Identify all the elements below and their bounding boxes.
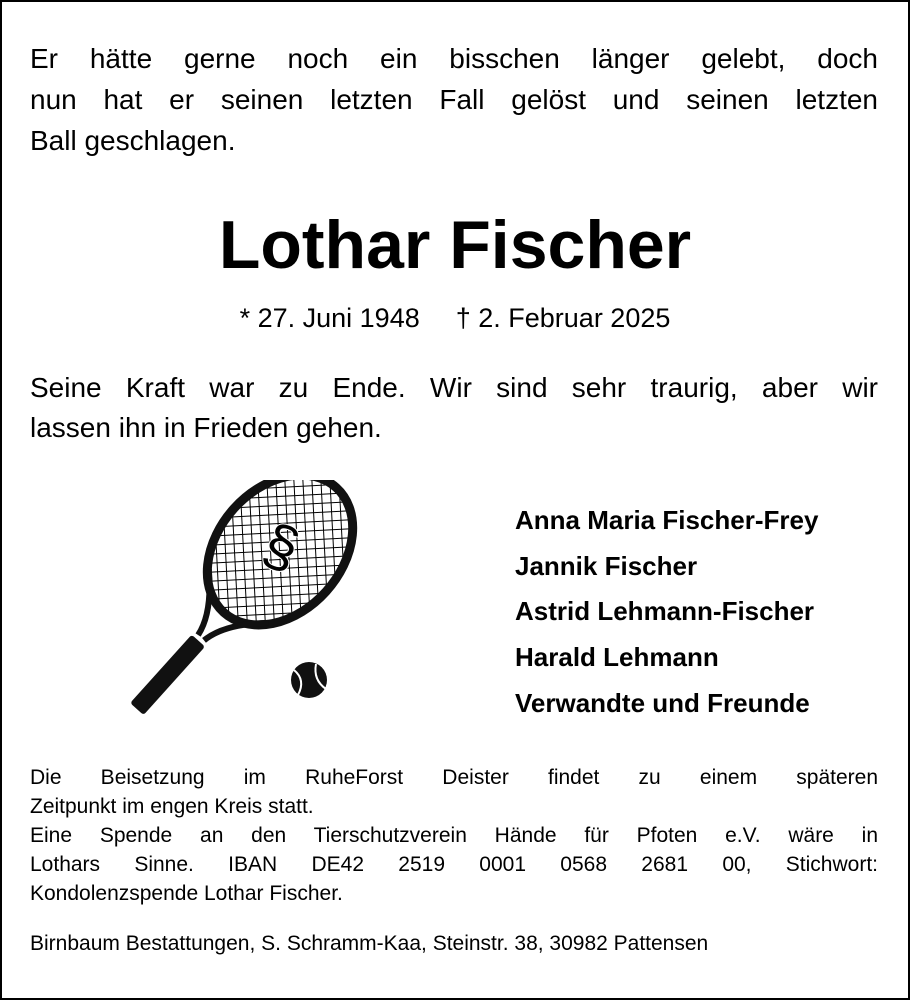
notice-line: Die Beisetzung im RuheForst Deister findet zu einem späteren	[30, 766, 878, 789]
deceased-name: Lothar Fischer	[218, 207, 692, 283]
tennis-racket-icon	[110, 480, 370, 720]
intro-text	[30, 38, 878, 161]
funeral-home-line: Birnbaum Bestattungen, S. Schramm-Kaa, Steinstr. 38, 30982 Pattensen	[30, 932, 709, 955]
mourner: Harald Lehmann	[515, 642, 719, 673]
intro-line: Ball geschlagen.	[30, 125, 236, 156]
intro-line: nun hat er seinen letzten Fall gelöst und seinen letzten	[30, 84, 878, 115]
funeral-notice	[30, 763, 878, 908]
paragraph-symbol: §	[254, 510, 308, 583]
farewell-text	[30, 368, 878, 448]
mourner: Jannik Fischer	[515, 550, 698, 581]
mourner: Anna Maria Fischer-Frey	[515, 505, 819, 535]
death-date: † 2. Februar 2025	[455, 303, 671, 333]
life-dates	[0, 298, 910, 338]
notice-line: Kondolenzspende Lothar Fischer.	[30, 882, 343, 905]
mourner: Verwandte und Freunde	[515, 687, 810, 718]
farewell-line: Seine Kraft war zu Ende. Wir sind sehr traurig, aber wir	[30, 372, 878, 403]
birth-date: * 27. Juni 1948	[239, 303, 420, 333]
funeral-home	[30, 929, 878, 958]
notice-line: Zeitpunkt im engen Kreis statt.	[30, 795, 314, 818]
mourner: Astrid Lehmann-Fischer	[515, 596, 815, 627]
notice-line: Eine Spende an den Tierschutzverein Hände für Pfoten e.V. wäre in	[30, 824, 878, 847]
farewell-line: lassen ihn in Frieden gehen.	[30, 412, 382, 443]
notice-line: Lothars Sinne. IBAN DE42 2519 0001 0568 2681 00, Stichwort:	[30, 853, 878, 876]
intro-line: Er hätte gerne noch ein bisschen länger gelebt, doch	[30, 43, 878, 74]
mourners-list	[515, 498, 818, 727]
tennis-ball-icon	[291, 662, 327, 698]
